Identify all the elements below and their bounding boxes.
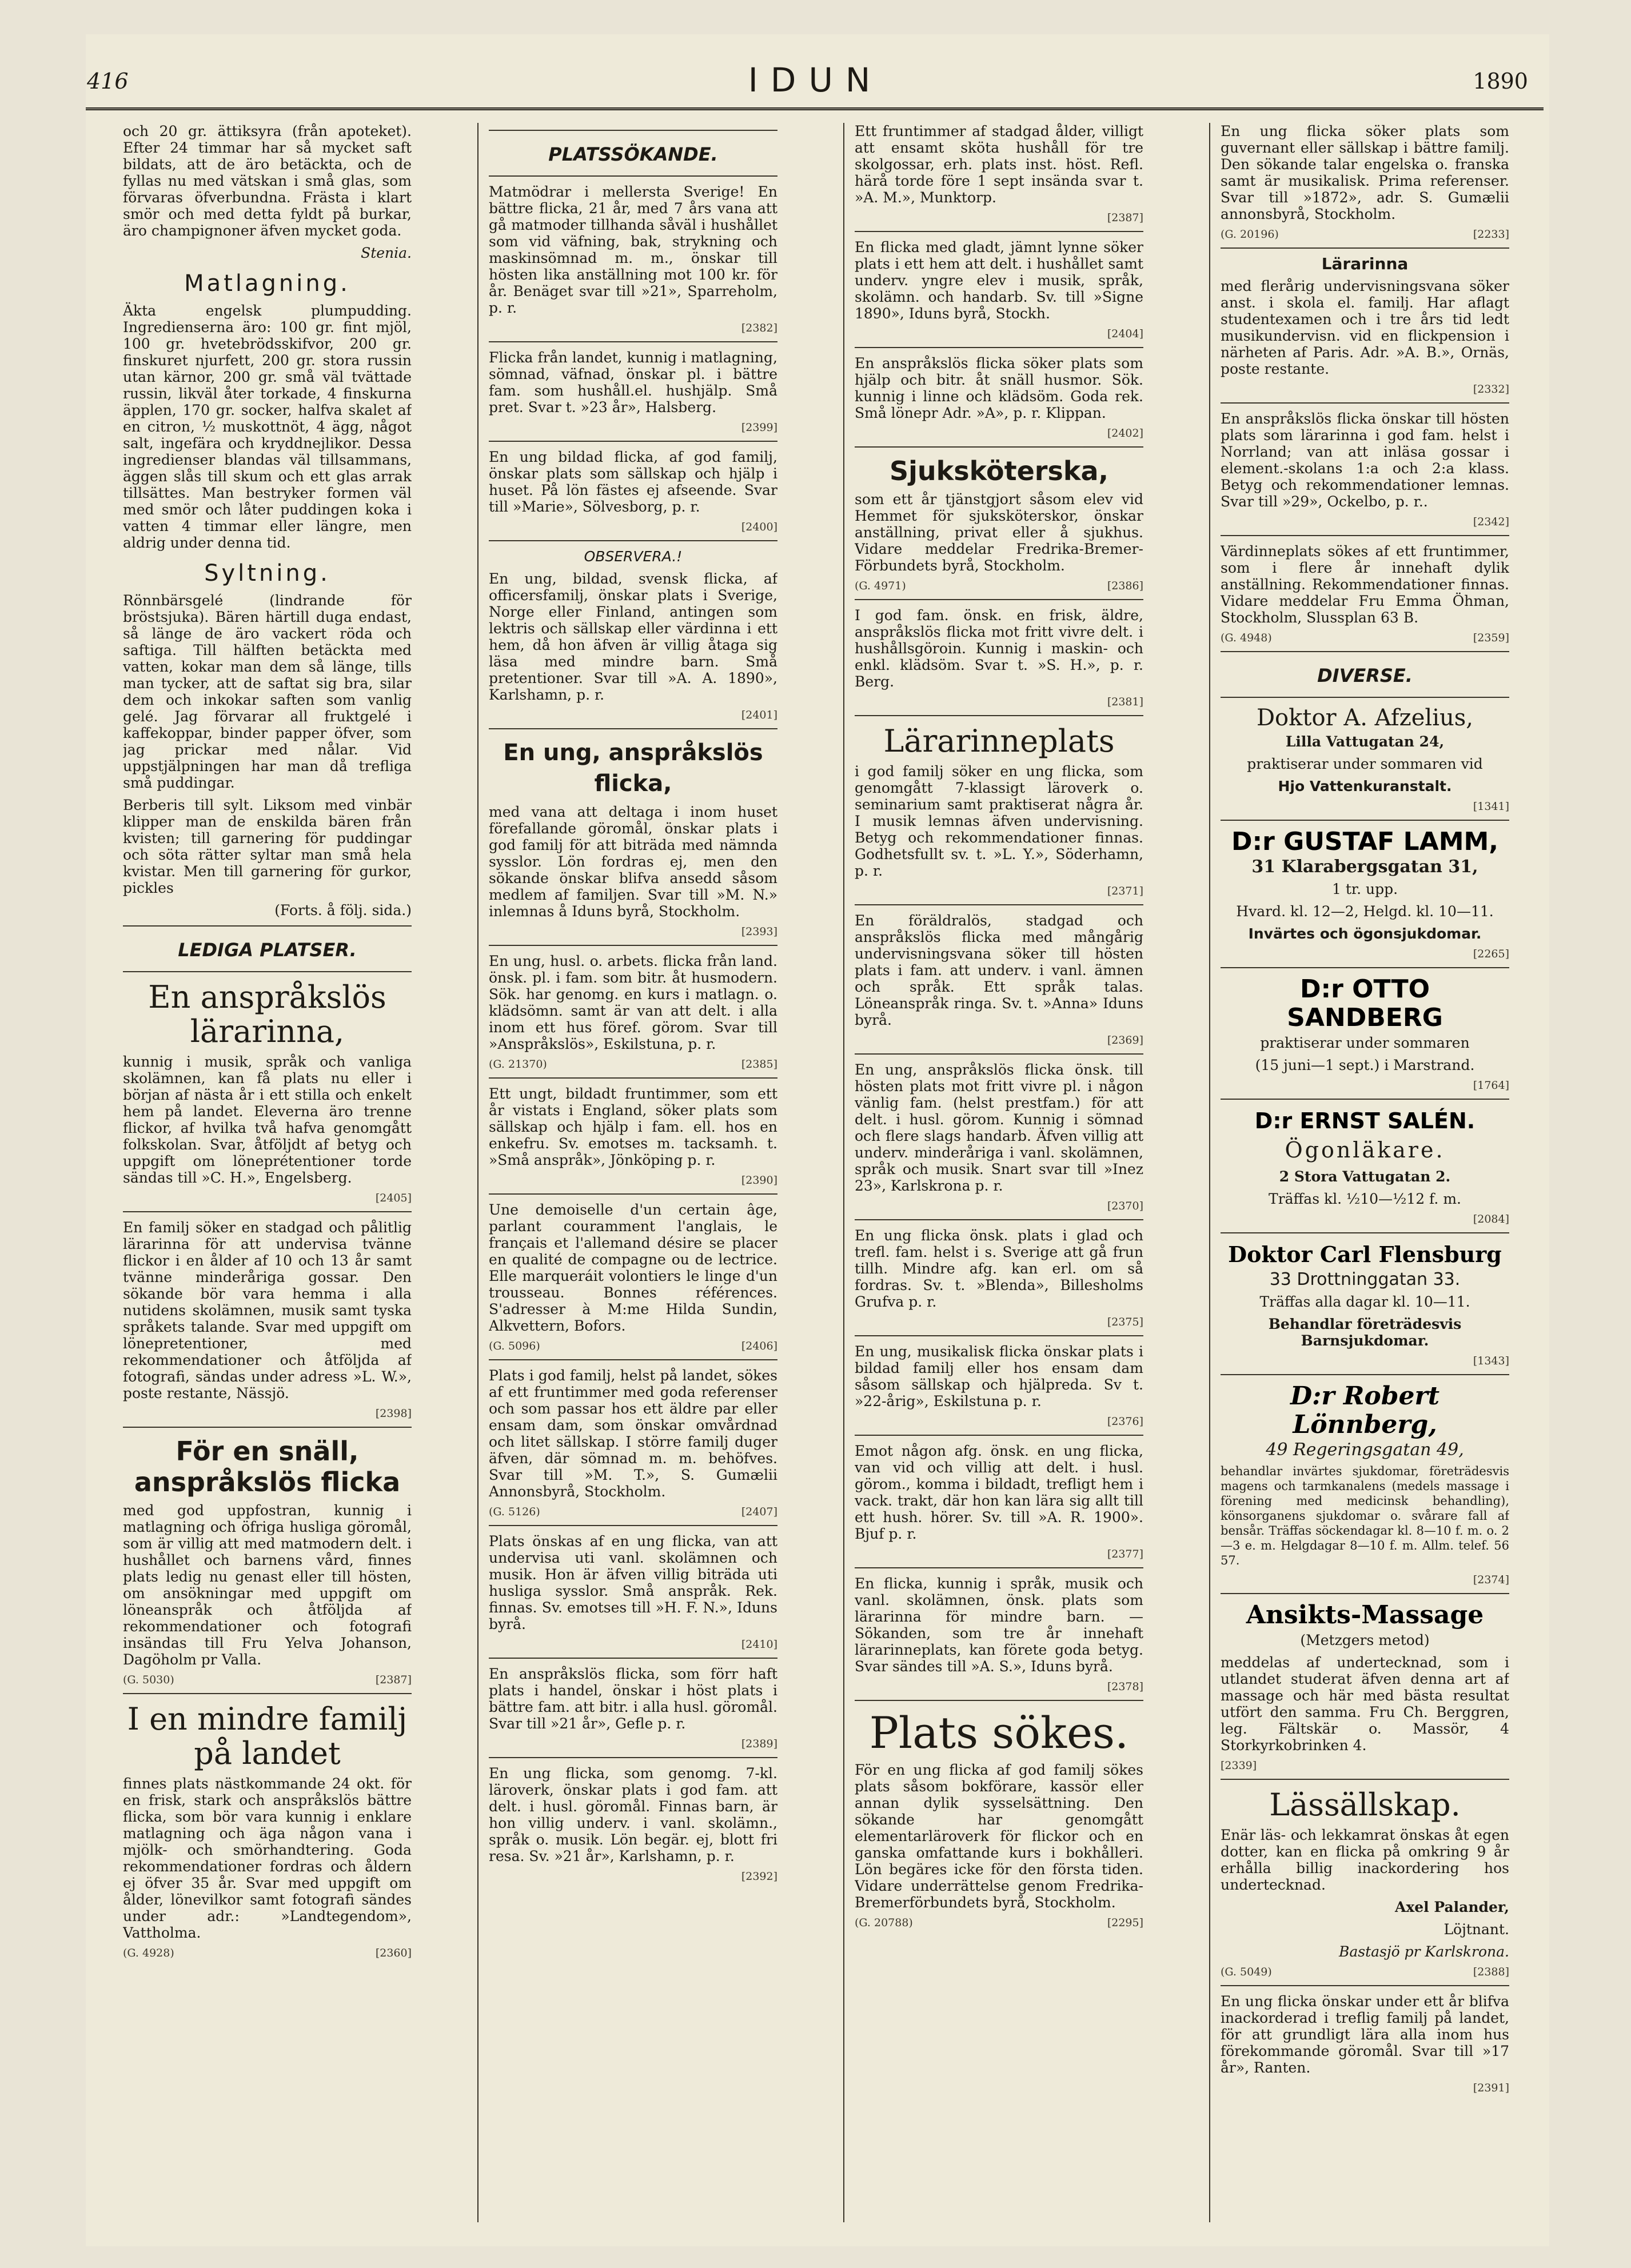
ad-ref: [2265] (1473, 948, 1509, 960)
ad-ref: [2387] (1107, 211, 1143, 224)
ad-text: Ett ungt, bildadt fruntimmer, som ett år vistats i England, söker plats som sällskap och hjälp i fam. ell. hos en enkefru. Sv. emotses m. tacksamh. t. »Små anspråk», Jönköping p. r. (489, 1085, 777, 1168)
doctor-address: Lilla Vattugatan 24, (1285, 733, 1445, 750)
header-rule (86, 107, 1544, 110)
ad-ref: [2399] (741, 421, 777, 434)
divider (855, 446, 1143, 448)
divider (1221, 535, 1509, 536)
divider (123, 1693, 412, 1694)
ad-ref: [1343] (1473, 1355, 1509, 1367)
ad-ref: [2084] (1473, 1213, 1509, 1225)
divider (1221, 820, 1509, 821)
ad-text: 1 tr. upp. (1331, 881, 1398, 897)
divider (489, 1077, 777, 1079)
divider (855, 1219, 1143, 1220)
ad-title: Plats sökes. (869, 1707, 1129, 1758)
ad-text: En ung flicka önsk. plats i glad och trefl. fam. helst i s. Sverige att gå frun tillh. Mindre afg. kan erl. om så fordras. Sv. t. »Blenda», Billesholms Grufva p. r. (855, 1227, 1143, 1310)
divider (855, 347, 1143, 348)
ad-ref: [2400] (741, 521, 777, 533)
ad-ref: (G. 20196) [2233] (1221, 228, 1509, 241)
doctor-address: 49 Regeringsgatan 49, (1266, 1440, 1464, 1460)
doctor-name: Doktor Carl Flensburg (1228, 1241, 1502, 1267)
divider (1221, 1985, 1509, 1986)
ad-text: Träffas alla dagar kl. 10—11. (1259, 1293, 1470, 1310)
ad-ref: (G. 5049) [2388] (1221, 1966, 1509, 1978)
divider (489, 1757, 777, 1758)
ad-text: För en ung flicka af god familj sökes plats såsom bokförare, kassör eller annan dylik sysselsättning. Den sökande har genomgått elementarläroverk för flickor och en ganska omfattande kurs i bokhålleri. Lön begäres icke för den första tiden. Vidare underrättelse genom Fredrika-Bremerförbundets byrå, Stockholm. (855, 1762, 1143, 1911)
doctor-address: 31 Klarabergsgatan 31, (1251, 857, 1478, 877)
ad-text: En familj söker en stadgad och pålitlig lärarinna för att undervisa tvänne flickor i en ålder af 10 och 13 år samt tvänne minderåriga gossar. Den sökande bör vara hemma i alla nutidens skolämnen, musik samt tyska språkets talande. Svar med uppgift om lönepretentioner, med rekommendationer och åtföljda af fotografi, sändas under adress »L. W.», poste restante, Nässjö. (123, 1219, 412, 1401)
ad-ref: [2332] (1473, 383, 1509, 396)
section-heading: Matlagning. (184, 270, 350, 297)
divider (489, 540, 777, 541)
ad-title: I en mindre familj på landet (127, 1701, 408, 1771)
ad-text: Emot någon afg. önsk. en ung flicka, van vid och villig att delt. i husl. görom., komma i bildadt, trefligt hem i vack. trakt, där hon kan lära sig allt till ett hush. hörer. Sv. till »A. R. 1900». Bjuf p. r. (855, 1443, 1143, 1542)
ad-ref: [2389] (741, 1738, 777, 1750)
continued-note: (Forts. å följ. sida.) (274, 902, 412, 919)
ad-text: (Metzgers metod) (1300, 1632, 1430, 1648)
divider (1221, 1099, 1509, 1100)
ad-ref: [2391] (1473, 2082, 1509, 2094)
doctor-name: D:r GUSTAF LAMM, (1231, 827, 1499, 856)
ad-text: Flicka från landet, kunnig i matlagning, sömnad, väfnad, önskar pl. i bättre fam. som hushåll.el. hushjälp. Små pret. Svar t. »23 år», Halsberg. (489, 349, 777, 416)
ad-text: En ung, musikalisk flicka önskar plats i bildad familj eller hos ensam dam såsom sällskap och hjälpreda. Sv t. »22-årig», Eskilstuna p. r. (855, 1343, 1143, 1409)
ad-ref: [2374] (1473, 1574, 1509, 1586)
ad-text: En ung bildad flicka, af god familj, önskar plats som sällskap och hjälp i huset. På lön fästes ej afseende. Svar till »Marie», Sölvesborg, p. r. (489, 449, 777, 515)
divider (489, 1359, 777, 1360)
ad-text: En anspråkslös flicka söker plats som hjälp och bitr. åt snäll husmor. Sök. kunnig i linne och klädsöm. Goda rek. Små lönepr Adr. »A», p. r. Klippan. (855, 355, 1143, 421)
ad-text: Enär läs- och lekkamrat önskas åt egen dotter, kan en flicka på omkring 9 år erhålla billig inackordering hos undertecknad. (1221, 1827, 1509, 1893)
ad-ref: [2371] (1107, 885, 1143, 897)
divider (1221, 1232, 1509, 1233)
ad-text: En ung, anspråkslös flicka önsk. till hösten plats mot fritt vivre pl. i någon vänlig fam. (helst prestfam.) för att delt. i husl. görom. Kunnig i sömnad och flere slags handarb. Äfven villig att underv. minderåriga i vanl. skolämnen, språk och musik. Snart svar till »Inez 23», Karlskrona p. r. (855, 1061, 1143, 1194)
ad-text: praktiserar under sommaren (1260, 1035, 1470, 1051)
divider (1221, 1374, 1509, 1375)
page-number: 416 (87, 69, 129, 94)
ad-text: En ung, husl. o. arbets. flicka från land. önsk. pl. i fam. som bitr. åt husmodern. Sök. har genomg. en kurs i matlagn. o. klädsömn. samt är van att delt. i alla inom ett hus föref. görom. Svar till »Anspråkslös», Eskilstuna, p. r. (489, 953, 777, 1052)
ad-title: För en snäll, anspråkslös flicka (134, 1436, 401, 1498)
ad-title: Lässällskap. (1269, 1787, 1461, 1823)
ad-text: En ung flicka söker plats som guvernant eller sällskap i bättre familj. Den sökande talar engelska o. franska samt är musikalisk. Prima referenser. Svar till »1872», adr. S. Gumælii annonsbyrå, Stockholm. (1221, 123, 1509, 222)
ad-title: Lärarinna (1321, 254, 1409, 273)
ad-text: Une demoiselle d'un certain âge, parlant couramment l'anglais, le français et l'allemand désire se placer en qualité de compagne ou de lectrice. Elle marqueráit volontiers le linge d'un trousseau. Bonnes références. S'adresser à M:me Hilda Sundin, Alkvettern, Bofors. (489, 1201, 777, 1334)
ad-ref: [2392] (741, 1870, 777, 1883)
ad-text: med vana att deltaga i inom huset förefallande göromål, önskar plats i god familj för att biträda med nämnda sysslor. Lön fordras ej, men den sökande önskar blifva ansedd såsom medlem af familjen. Svar till »M. N.» inlemnas å Iduns byrå, Stockholm. (489, 804, 777, 920)
ad-text: praktiserar under sommaren vid (1247, 756, 1483, 772)
ad-text: Ögonläkare. (1285, 1137, 1445, 1163)
ad-text: Värdinneplats sökes af ett fruntimmer, som i flere år innehaft dylik anställning. Rekommendationer finnas. Vidare meddelar Fru Emma Öhman, Stockholm, Slussplan 63 B. (1221, 543, 1509, 626)
ad-address: Bastasjö pr Karlskrona. (1339, 1943, 1509, 1960)
ad-ref: [2404] (1107, 328, 1143, 340)
ad-title: Ansikts-Massage (1246, 1600, 1484, 1630)
ad-ref: [2393] (741, 925, 777, 938)
ad-text: med flerårig undervisningsvana söker anst. i skola el. familj. Har aflagt studentexamen och i tre års tid ledt musikundervisn. vid en flickpension i närheten af Paris. Adr. »A. B.», Ornäs, poste restante. (1221, 278, 1509, 377)
doctor-address: 2 Stora Vattugatan 2. (1279, 1168, 1451, 1185)
ad-text: I god fam. önsk. en frisk, äldre, anspråkslös flicka mot fritt vivre delt. i hushållsgöroin. Kunnig i maskin- och enkl. klädsöm. Svar t. »S. H.», p. r. Berg. (855, 607, 1143, 690)
ad-text: Behandlar företrädesvis Barnsjukdomar. (1268, 1316, 1462, 1349)
divider (855, 599, 1143, 600)
ad-text: Invärtes och ögonsjukdomar. (1248, 925, 1482, 942)
ad-ref: [2370] (1107, 1200, 1143, 1212)
ad-ref: [2390] (741, 1174, 777, 1187)
divider (489, 1525, 777, 1526)
divider (855, 1335, 1143, 1336)
divider (123, 971, 412, 972)
ad-ref: [1341] (1473, 800, 1509, 813)
ad-text: En anspråkslös flicka önskar till hösten plats som lärarinna i god fam. helst i Norrland; van att inläsa gossar i element.-skolans 1:a och 2:a klass. Betyg och rekommendationer lemnas. Svar till »29», Ockelbo, p. r.. (1221, 410, 1509, 510)
section-heading: LEDIGA PLATSER. (178, 939, 357, 961)
doctor-name: Doktor A. Afzelius, (1256, 705, 1474, 731)
ad-ref: (G. 4948) [2359] (1221, 632, 1509, 644)
ad-text: Plats i god familj, helst på landet, sökes af ett fruntimmer med goda referenser och som passar hos ett äldre par eller ensam dam, som önskar omvårdnad och litet sällskap. I större familj duger äfven, där sömnad m. m. behöfves. Svar till »M. T.», S. Gumælii Annonsbyrå, Stockholm. (489, 1367, 777, 1500)
ad-title: Lärarinneplats (883, 723, 1115, 759)
ad-ref: [2342] (1473, 516, 1509, 528)
divider (1221, 651, 1509, 652)
divider (855, 1435, 1143, 1436)
ad-ref: [2382] (741, 322, 777, 334)
ad-title: En ung, anspråkslös flicka, (503, 740, 763, 797)
divider (489, 130, 777, 131)
ad-text: En föräldralös, stadgad och anspråkslös flicka med mångårig undervisningsvana söker till hösten plats i fam. att underv. i vanl. ämnen och språk. Ett språk talas. Löneanspråk ringa. Sv. t. »Anna» Iduns byrå. (855, 912, 1143, 1028)
ad-text: Träffas kl. ½10—½12 f. m. (1269, 1191, 1461, 1207)
divider (1221, 697, 1509, 698)
divider (855, 1053, 1143, 1055)
ad-ref: [2405] (375, 1192, 412, 1204)
doctor-name: D:r ERNST SALÉN. (1254, 1108, 1476, 1133)
ad-ref: [2375] (1107, 1316, 1143, 1328)
article-text: Äkta engelsk plumpudding. Ingredienserna äro: 100 gr. fint mjöl, 100 gr. hvetebrödsskifvor, 200 gr. finskuret njurfett, 200 gr. stora russin utan kärnor, 200 gr. små väl tvättade russin, likväl åter torkade, 4 finskurna äpplen, 170 gr. socker, halfva skalet af en citron, ½ muskottnöt, 4 ägg, något salt, ingefära och kryddnejlikor. Dessa ingredienser blandas väl tillsammans, äggen slås till skum och ett glas arrak tillsättes. Man bestryker formen väl med smör och låter puddingen koka i vatten 4 timmar eller längre, men aldrig under denna tid. (123, 302, 412, 551)
ad-text: kunnig i musik, språk och vanliga skolämnen, kan få plats nu eller i början af nästa år i ett stilla och enkelt hem på landet. Eleverna äro trenne flickor, af hvilka två hafva genomgått folkskolan. Svar, åtföljdt af betyg och uppgift om löneprétentioner torde sändas till »C. H.», Engelsberg. (123, 1053, 412, 1186)
divider (1221, 247, 1509, 249)
divider (855, 715, 1143, 716)
column-1 (123, 123, 412, 2228)
ad-ref: [2402] (1107, 427, 1143, 440)
divider (1221, 967, 1509, 968)
divider (123, 925, 412, 927)
ad-ref: [1764] (1473, 1079, 1509, 1092)
ad-text: (15 juni—1 sept.) i Marstrand. (1255, 1057, 1475, 1073)
ad-text: Hvard. kl. 12—2, Helgd. kl. 10—11. (1236, 903, 1494, 920)
ad-ref: [2377] (1107, 1548, 1143, 1560)
ad-ref: [2369] (1107, 1034, 1143, 1047)
ad-text: i god familj söker en ung flicka, som genomgått 7-klassigt läroverk o. seminarium samt praktiserat några år. I musik lemnas äfven undervisning. Betyg och rekommendationer finnas. Godhetsfullt sv. t. »L. Y.», Söderhamn, p. r. (855, 763, 1143, 879)
divider (855, 904, 1143, 905)
article-text: och 20 gr. ättiksyra (från apoteket). Efter 24 timmar har så mycket saft bildats, att de äro betäckta, och de fyllas nu med vätskan i små glas, som förvaras öfverbundna. Frästa i klart smör och med detta fyldt på burkar, äro champignoner äfven mycket goda. (123, 123, 412, 239)
ad-text: Plats önskas af en ung flicka, van att undervisa uti vanl. skolämnen och musik. Hon är äfven villig biträda uti husliga sysslor. Små anspråk. Rek. finnas. Sv. emotses till »H. F. N.», Iduns byrå. (489, 1533, 777, 1632)
column-divider (843, 123, 844, 2222)
ad-text: som ett år tjänstgjort såsom elev vid Hemmet för sjuksköterskor, önskar anställning, privat eller å sjukhus. Vidare meddelar Fredrika-Bremer-Förbundets byrå, Stockholm. (855, 491, 1143, 574)
divider (123, 1427, 412, 1428)
ad-text: Ett fruntimmer af stadgad ålder, villigt att ensamt sköta hushåll för tre skolgossar, erh. plats inst. höst. Refl. härå torde före 1 sept insända svar t. »A. M.», Munktorp. (855, 123, 1143, 206)
ad-title: Sjuksköterska, (890, 456, 1108, 486)
ad-ref: (G. 5126) [2407] (489, 1506, 777, 1518)
ad-ref: [2376] (1107, 1415, 1143, 1428)
column-divider (477, 123, 478, 2222)
ad-text: En ung flicka önskar under ett år blifva inackorderad i treflig familj på landet, för att grundligt lära alla inom hus förekommande göromål. Svar till »17 år», Ranten. (1221, 1993, 1509, 2076)
section-heading: Syltning. (204, 560, 330, 586)
ad-text: En anspråkslös flicka, som förr haft plats i handel, önskar i höst plats i bättre fam. att bitr. i alla husl. göromål. Svar till »21 år», Gefle p. r. (489, 1666, 777, 1732)
page-year: 1890 (1473, 69, 1528, 94)
article-signature: Stenia. (361, 245, 412, 261)
ad-ref: [2339] (1221, 1759, 1257, 1772)
section-heading: DIVERSE. (1317, 665, 1413, 686)
doctor-name: D:r OTTO SANDBERG (1287, 975, 1443, 1032)
ad-ref: [2410] (741, 1638, 777, 1651)
ad-text: En flicka, kunnig i språk, musik och vanl. skolämnen, önsk. plats som lärarinna för mindre barn. — Sökanden, som tre år innehaft lärarinneplats, kan förete goda betyg. Svar sändes till »A. S.», Iduns byrå. (855, 1575, 1143, 1675)
ad-text: En flicka med gladt, jämnt lynne söker plats i ett hem att delt. i hushållet samt underv. yngre elev i musik, språk, skolämn. och handarb. Sv. till »Signe 1890», Iduns byrå, Stockh. (855, 239, 1143, 322)
ad-text: med god uppfostran, kunnig i matlagning och öfriga husliga göromål, som är villig att med matmodern delt. i hushållet och barnens vård, finnes plats ledig nu genast eller till hösten, om ansökningar med uppgift om löneanspråk och åtföljda af rekommendationer och fotografi insändas till Fru Yelva Johanson, Dagöholm pr Valla. (123, 1502, 412, 1668)
divider (489, 175, 777, 177)
divider (123, 1211, 412, 1212)
divider (489, 1658, 777, 1659)
divider (489, 1193, 777, 1195)
ad-signature: Axel Palander, (1394, 1899, 1509, 1915)
divider (489, 441, 777, 442)
ad-ref: (G. 21370) [2385] (489, 1058, 777, 1071)
ad-ref: [2378] (1107, 1680, 1143, 1693)
section-heading: PLATSSÖKANDE. (548, 143, 718, 165)
article-text: Rönnbärsgelé (lindrande för bröstsjuka). Bären härtill duga endast, så länge de äro vackert röda och saftiga. Till hälften betäckta med vatten, kokar man dem så länge, tills man tycker, att de saftat sig bra, silar dem och inkokar saften som vanlig gelé. Jag förvarar all fruktgelé i kaffekoppar, binder papper öfver, som jag prickar med nålar. Vid uppstjälpningen har man då trefliga små puddingar. (123, 592, 412, 791)
ad-ref: (G. 5030) [2387] (123, 1674, 412, 1686)
ad-text: finnes plats nästkommande 24 okt. för en frisk, stark och anspråkslös bättre flicka, som bör vara kunnig i enklare matlagning och äga någon vana i mjölk- och smörhandtering. Goda rekommendationer fordras och åldern ej öfver 35 år. Svar med uppgift om ålder, lönevilkor samt fotografi sändes under adr.: »Landtegendom», Vattholma. (123, 1775, 412, 1941)
column-4 (1221, 123, 1509, 2228)
column-2 (489, 123, 777, 2228)
ad-text: Hjo Vattenkuranstalt. (1278, 778, 1452, 794)
divider (855, 231, 1143, 232)
divider (855, 1567, 1143, 1568)
divider (855, 1700, 1143, 1701)
divider (489, 728, 777, 729)
ad-heading: OBSERVERA.! (584, 548, 683, 565)
ad-text: En ung, bildad, svensk flicka, af officersfamilj, önskar plats i Sverige, Norge eller Finland, antingen som lektris och sällskap eller värdinna i ett hem, då hon äfven är villig åtaga sig läsa med mindre barn. Små pretentioner. Svar till »A. A. 1890», Karlshamn, p. r. (489, 570, 777, 703)
ad-ref: (G. 4971) [2386] (855, 580, 1143, 592)
divider (489, 341, 777, 342)
ad-ref: [2401] (741, 709, 777, 721)
column-3 (855, 123, 1143, 2228)
article-text: Berberis till sylt. Liksom med vinbär klipper man de enskilda bären från kvisten; till garnering för puddingar och söta rätter syltar man små hela kvistar. Men till garnering för gurkor, pickles (123, 797, 412, 896)
ad-ref: (G. 5096) [2406] (489, 1340, 777, 1352)
doctor-address: 33 Drottninggatan 33. (1269, 1269, 1461, 1289)
divider (1221, 1779, 1509, 1780)
divider (1221, 402, 1509, 404)
ad-title: En anspråkslös lärarinna, (148, 979, 386, 1049)
ad-ref: (G. 20788) [2295] (855, 1916, 1143, 1929)
ad-text: Matmödrar i mellersta Sverige! En bättre flicka, 21 år, med 7 års vana att gå matmoder tillhanda såväl i hushållet som vid väfning, bak, strykning och maskinsömnad m. m., önskar till hösten lika anställning mot 100 kr. för år. Benäget svar till »21», Sparreholm, p. r. (489, 183, 777, 316)
doctor-name: D:r Robert Lönnberg, (1290, 1381, 1440, 1439)
divider (489, 945, 777, 946)
ad-text: En ung flicka, som genomg. 7-kl. läroverk, önskar plats i god fam. att delt. i husl. göromål. Finnas barn, är hon villig underv. i vanl. skolämn., språk o. musik. Lön begär. ej, blott fri resa. Sv. »21 år», Karlshamn, p. r. (489, 1765, 777, 1864)
column-divider (1209, 123, 1210, 2222)
ad-ref: [2398] (375, 1407, 412, 1420)
ad-text: meddelas af undertecknad, som i utlandet studerat äfven denna art af massage och här med bästa resultat utfört den samma. Fru Ch. Berggren, leg. Fältskär o. Massör, 4 Storkyrkobrinken 4. (1221, 1654, 1509, 1754)
ad-text: behandlar invärtes sjukdomar, företrädesvis magens och tarmkanalens (medels massage i förening med medicinsk behandling), könsorganens sjukdomar o. svårare fall af bensår. Träffas söckendagar kl. 8—10 f. m. o. 2—3 e. m. Helgdagar 8—10 f. m. Allm. telef. 56 57. (1221, 1464, 1509, 1567)
divider (1221, 1593, 1509, 1594)
masthead-title: IDUN (748, 61, 883, 99)
ad-signature: Löjtnant. (1443, 1921, 1509, 1938)
ad-ref: (G. 4928) [2360] (123, 1947, 412, 1959)
ad-ref: [2381] (1107, 696, 1143, 708)
